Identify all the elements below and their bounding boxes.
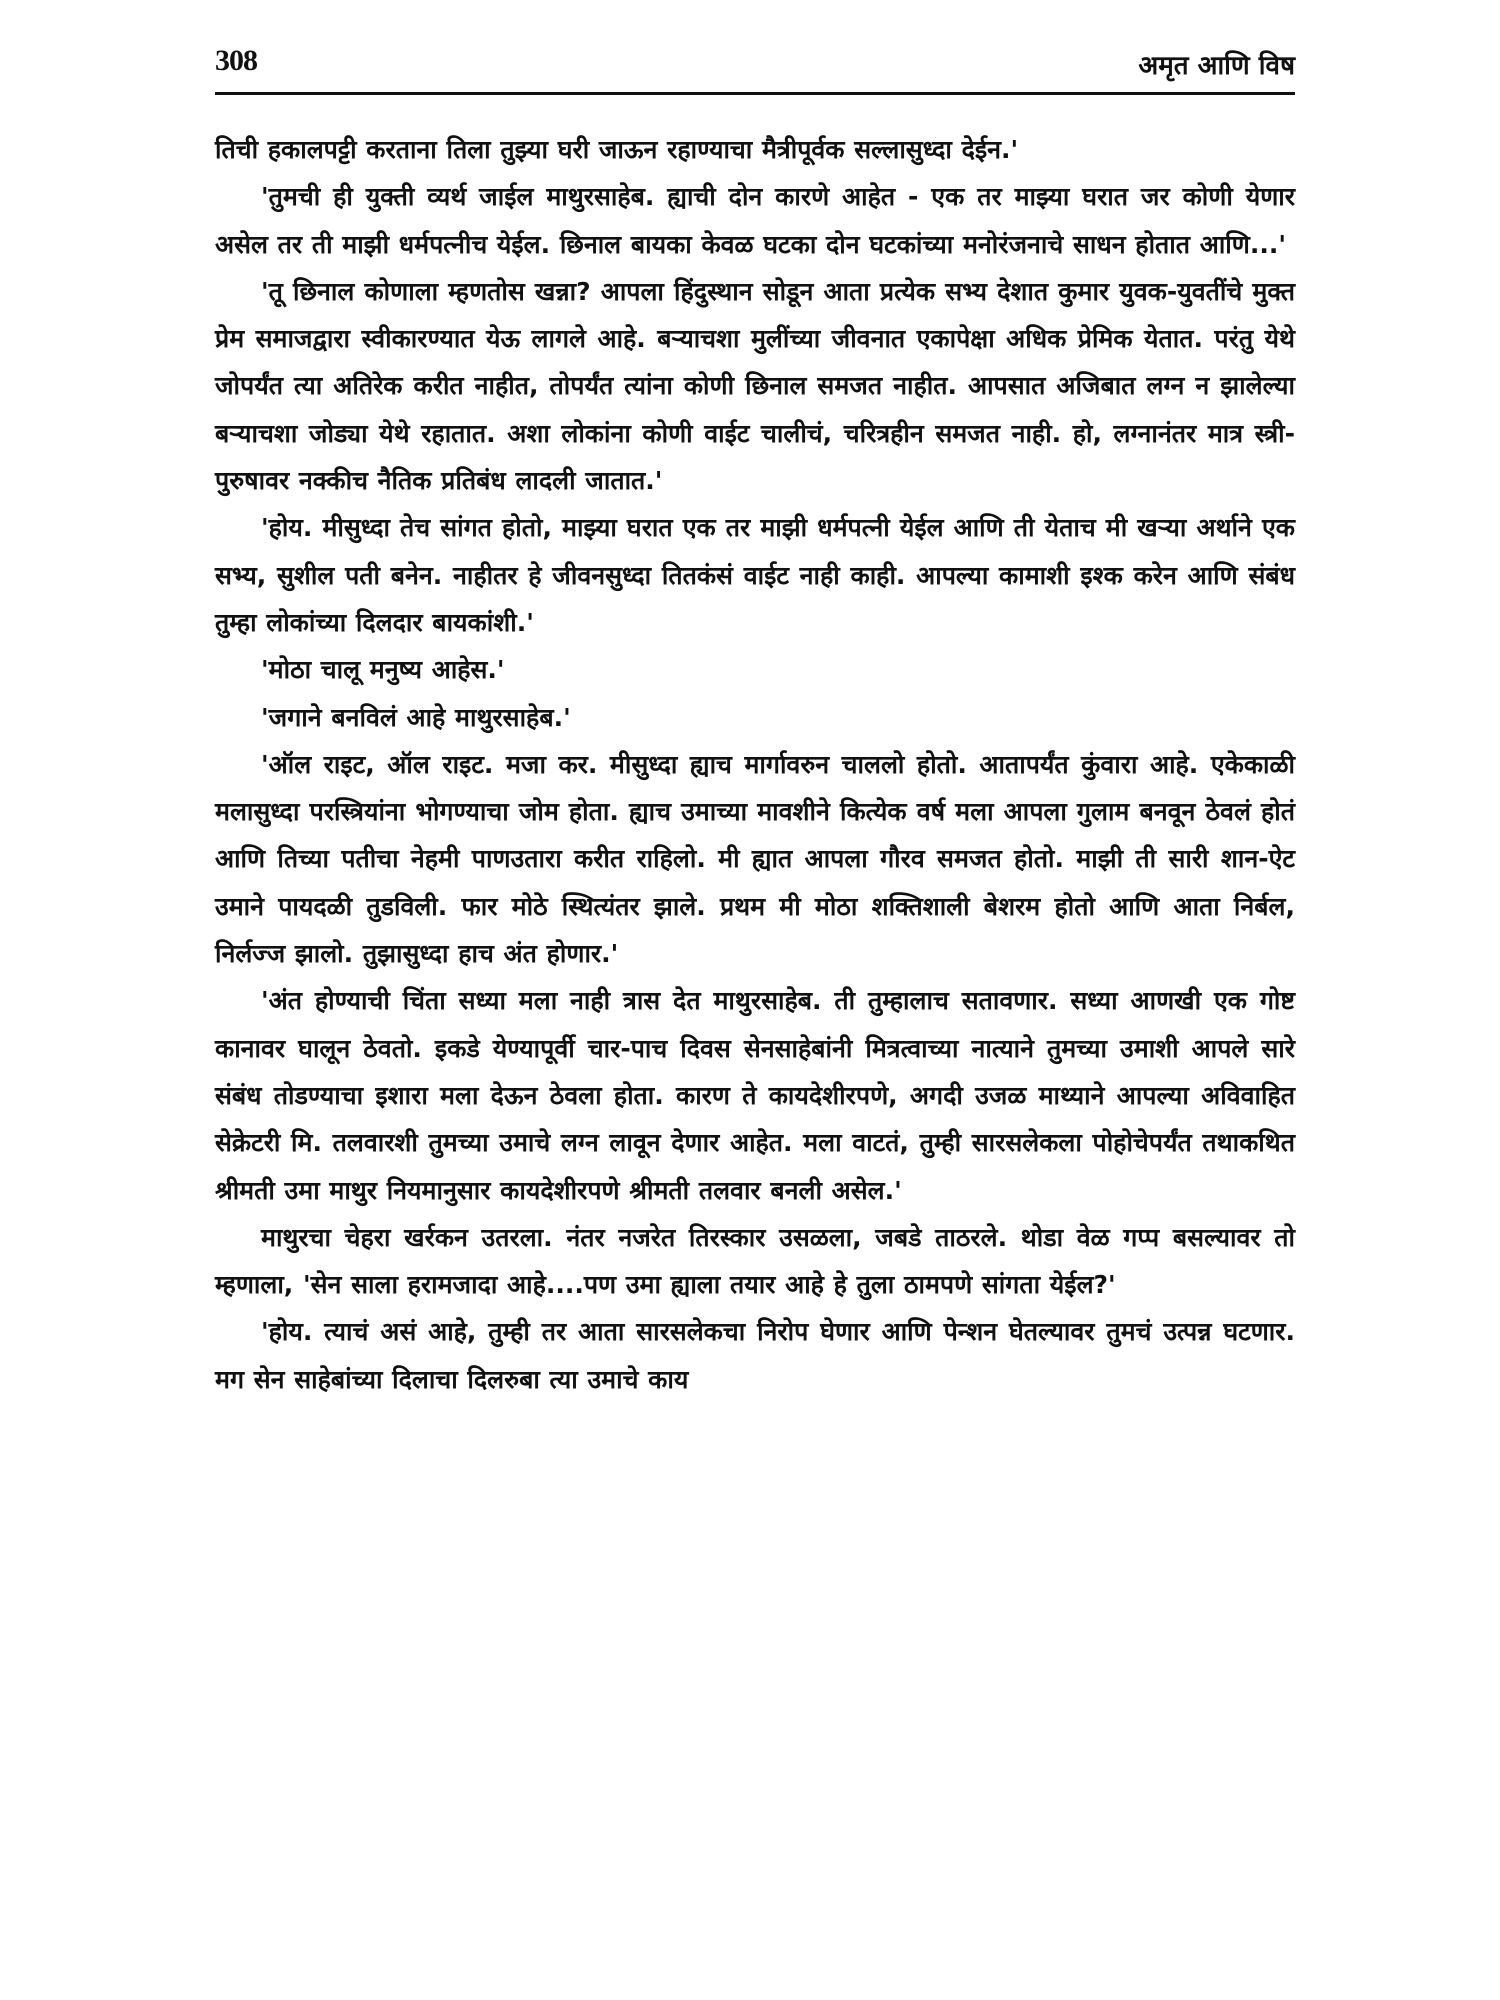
running-title: अमृत आणि विष	[1138, 51, 1295, 81]
header-rule	[215, 92, 1295, 95]
paragraph: माथुरचा चेहरा खर्रकन उतरला. नंतर नजरेत तिरस्कार उसळला, जबडे ताठरले. थोडा वेळ गप्प बसल्यावर तो म्हणाला, 'सेन साला हरामजादा आहे....पण उमा ह्याला तयार आहे हे तुला ठामपणे सांगता येईल?'	[215, 1222, 1295, 1300]
paragraph: 'जगाने बनविलं आहे माथुरसाहेब.'	[261, 702, 571, 732]
paragraph: 'अंत होण्याची चिंता सध्या मला नाही त्रास देत माथुरसाहेब. ती तुम्हालाच सतावणार. सध्या आणखी एक गोष्ट कानावर घालून ठेवतो. इकडे येण्यापूर्वी चार-पाच दिवस सेनसाहेबांनी मित्रत्वाच्या नात्याने तुमच्या उमाशी आपले सारे संबंध तोडण्याचा इशारा मला देऊन ठेवला होता. कारण ते कायदेशीरपणे, अगदी उजळ माथ्याने आपल्या अविवाहित सेक्रेटरी मि. तलवारशी तुमच्या उमाचे लग्न लावून देणार आहेत. मला वाटतं, तुम्ही सारसलेकला पोहोचेपर्यंत तथाकथित श्रीमती उमा माथुर नियमानुसार कायदेशीरपणे श्रीमती तलवार बनली असेल.'	[215, 986, 1295, 1205]
paragraph: 'तुमची ही युक्ती व्यर्थ जाईल माथुरसाहेब. ह्याची दोन कारणे आहेत - एक तर माझ्या घरात जर कोणी येणार असेल तर ती माझी धर्मपत्नीच येईल. छिनाल बायका केवळ घटका दोन घटकांच्या मनोरंजनाचे साधन होतात आणि...'	[215, 182, 1295, 259]
paragraph: तिची हकालपट्टी करताना तिला तुझ्या घरी जाऊन रहाण्याचा मैत्रीपूर्वक सल्लासुध्दा देईन.'	[215, 135, 1019, 164]
page-body	[215, 126, 1295, 1403]
paragraph: 'मोठा चालू मनुष्य आहेस.'	[261, 655, 505, 685]
paragraph: 'होय. त्याचं असं आहे, तुम्ही तर आता सारसलेकचा निरोप घेणार आणि पेन्शन घेतल्यावर तुमचं उत्पन्न घटणार. मग सेन साहेबांच्या दिलाचा दिलरुबा त्या उमाचे काय	[215, 1317, 1295, 1394]
paragraph: 'तू छिनाल कोणाला म्हणतोस खन्ना? आपला हिंदुस्थान सोडून आता प्रत्येक सभ्य देशात कुमार युवक-युवतींचे मुक्त प्रेम समाजद्वारा स्वीकारण्यात येऊ लागले आहे. बऱ्याचशा मुलींच्या जीवनात एकापेक्षा अधिक प्रेमिक येतात. परंतु येथे जोपर्यंत त्या अतिरेक करीत नाहीत, तोपर्यंत त्यांना कोणी छिनाल समजत नाहीत. आपसात अजिबात लग्न न झालेल्या बऱ्याचशा जोड्या येथे रहातात. अशा लोकांना कोणी वाईट चालीचं, चरित्रहीन समजत नाही. हो, लग्नानंतर मात्र स्त्री-पुरुषावर नक्कीच नैतिक प्रतिबंध लादली जातात.'	[215, 276, 1295, 496]
page-header	[215, 40, 1295, 95]
page-number: 308	[215, 44, 257, 77]
paragraph: 'होय. मीसुध्दा तेच सांगत होतो, माझ्या घरात एक तर माझी धर्मपत्नी येईल आणि ती येताच मी खऱ्या अर्थाने एक सभ्य, सुशील पती बनेन. नाहीतर हे जीवनसुध्दा तितकंसं वाईट नाही काही. आपल्या कामाशी इश्क करेन आणि संबंध तुम्हा लोकांच्या दिलदार बायकांशी.'	[215, 513, 1295, 637]
book-page	[215, 40, 1295, 1980]
paragraph: 'ऑल राइट, ऑल राइट. मजा कर. मीसुध्दा ह्याच मार्गावरुन चाललो होतो. आतापर्यंत कुंवारा आहे. एकेकाळी मलासुध्दा परस्त्रियांना भोगण्याचा जोम होता. ह्याच उमाच्या मावशीने कित्येक वर्ष मला आपला गुलाम बनवून ठेवलं होतं आणि तिच्या पतीचा नेहमी पाणउतारा करीत राहिलो. मी ह्यात आपला गौरव समजत होतो. माझी ती सारी शान-ऐट उमाने पायदळी तुडविली. फार मोठे स्थित्यंतर झाले. प्रथम मी मोठा शक्तिशाली बेशरम होतो आणि आता निर्बल, निर्लज्ज झालो. तुझासुध्दा हाच अंत होणार.'	[215, 749, 1295, 969]
